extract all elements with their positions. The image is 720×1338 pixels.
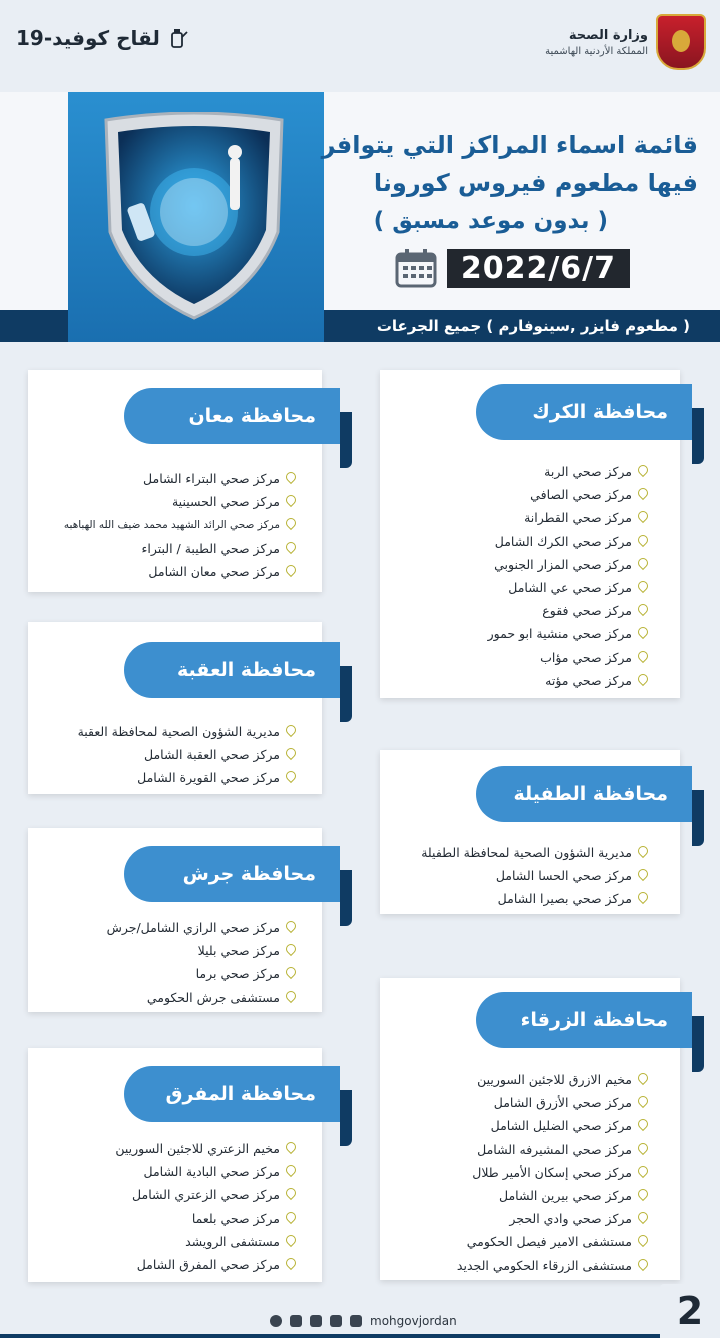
location-pin-icon <box>286 771 296 784</box>
location-pin-icon <box>638 1073 648 1086</box>
list-item: مركز صحي برما <box>107 962 296 985</box>
governorate-title-maan: محافظة معان <box>124 388 340 444</box>
location-pin-icon <box>638 627 648 640</box>
list-item: مستشفى الرويشد <box>115 1230 296 1253</box>
list-item: مستشفى الزرقاء الحكومي الجديد <box>457 1254 648 1277</box>
location-pin-icon <box>638 488 648 501</box>
center-list-zarqa <box>457 1068 648 1277</box>
governorate-title-karak: محافظة الكرك <box>476 384 692 440</box>
location-pin-icon <box>286 944 296 957</box>
list-item: مركز صحي مؤاب <box>488 646 648 669</box>
list-item: مركز صحي البتراء الشامل <box>64 467 296 490</box>
location-pin-icon <box>638 535 648 548</box>
list-item: مركز صحي الربة <box>488 460 648 483</box>
location-pin-icon <box>286 565 296 578</box>
location-pin-icon <box>286 495 296 508</box>
facebook-icon[interactable] <box>290 1315 302 1327</box>
instagram-icon[interactable] <box>330 1315 342 1327</box>
list-item: مركز صحي إسكان الأمير طلال <box>457 1161 648 1184</box>
list-item: مستشفى جرش الحكومي <box>107 986 296 1009</box>
governorate-title-mafraq: محافظة المفرق <box>124 1066 340 1122</box>
location-pin-icon <box>638 892 648 905</box>
list-item: مركز صحي بلعما <box>115 1207 296 1230</box>
list-item: مركز صحي المزار الجنوبي <box>488 553 648 576</box>
list-item: مركز صحي بليلا <box>107 939 296 962</box>
social-handle[interactable]: mohgovjordan <box>370 1314 457 1328</box>
list-item: مركز صحي الرائد الشهيد محمد ضيف الله الهباهبه <box>64 513 296 536</box>
location-pin-icon <box>286 991 296 1004</box>
list-item: مركز صحي العقبة الشامل <box>78 743 296 766</box>
list-item: مركز صحي منشية ابو حمور <box>488 622 648 645</box>
location-pin-icon <box>286 921 296 934</box>
location-pin-icon <box>638 1119 648 1132</box>
list-item: مركز صحي الرازي الشامل/جرش <box>107 916 296 939</box>
list-item: مركز صحي المشيرفه الشامل <box>457 1138 648 1161</box>
list-item: مخيم الزعتري للاجئين السوريين <box>115 1137 296 1160</box>
vaccine-types: ( مطعوم فايزر ,سينوفارم ) جميع الجرعات <box>376 317 690 335</box>
location-pin-icon <box>638 1096 648 1109</box>
list-item: مركز صحي الحسينية <box>64 490 296 513</box>
page-number: 2 <box>660 1284 720 1338</box>
ministry-subtitle: المملكة الأردنية الهاشمية <box>545 45 648 57</box>
center-list-maan <box>64 467 296 583</box>
governorate-title-zarqa: محافظة الزرقاء <box>476 992 692 1048</box>
list-item: مخيم الازرق للاجئين السوريين <box>457 1068 648 1091</box>
location-pin-icon <box>638 581 648 594</box>
twitter-icon[interactable] <box>310 1315 322 1327</box>
list-item: مركز صحي مؤته <box>488 669 648 692</box>
center-list-jerash <box>107 916 296 1009</box>
list-item: مركز صحي القطرانة <box>488 506 648 529</box>
location-pin-icon <box>286 967 296 980</box>
location-pin-icon <box>286 472 296 485</box>
shield-globe-illustration <box>96 112 292 322</box>
list-item: مركز صحي عي الشامل <box>488 576 648 599</box>
hero-title-line2: فيها مطعوم فيروس كورونا <box>373 169 698 197</box>
date-badge: 2022/6/7 <box>447 249 630 288</box>
hero-title-line1: قائمة اسماء المراكز التي يتوافر <box>321 131 698 159</box>
list-item: مركز صحي القويرة الشامل <box>78 766 296 789</box>
campaign-label <box>16 26 188 50</box>
list-item: مركز صحي بيرين الشامل <box>457 1184 648 1207</box>
location-pin-icon <box>286 1235 296 1248</box>
list-item: مركز صحي الكرك الشامل <box>488 530 648 553</box>
location-pin-icon <box>638 558 648 571</box>
list-item: مديرية الشؤون الصحية لمحافظة العقبة <box>78 720 296 743</box>
hero-title-line3: ( بدون موعد مسبق ) <box>373 208 608 234</box>
list-item: مركز صحي الزعتري الشامل <box>115 1183 296 1206</box>
location-pin-icon <box>638 1189 648 1202</box>
list-item: مركز صحي فقوع <box>488 599 648 622</box>
jordan-crest-logo <box>656 14 706 70</box>
location-pin-icon <box>638 674 648 687</box>
list-item: مركز صحي الصافي <box>488 483 648 506</box>
list-item: مركز صحي البادية الشامل <box>115 1160 296 1183</box>
center-list-mafraq <box>115 1137 296 1276</box>
location-pin-icon <box>286 1188 296 1201</box>
list-item: مركز صحي بصيرا الشامل <box>421 887 648 910</box>
center-list-aqaba <box>78 720 296 790</box>
location-pin-icon <box>638 846 648 859</box>
location-pin-icon <box>286 1212 296 1225</box>
governorate-title-tafileh: محافظة الطفيلة <box>476 766 692 822</box>
list-item: مستشفى الامير فيصل الحكومي <box>457 1230 648 1253</box>
campaign-title: لقاح كوفيد-19 <box>16 26 160 50</box>
location-pin-icon <box>286 1142 296 1155</box>
ministry-header <box>545 14 706 70</box>
location-pin-icon <box>286 1165 296 1178</box>
location-pin-icon <box>286 1258 296 1271</box>
location-pin-icon <box>638 1212 648 1225</box>
list-item: مركز صحي المفرق الشامل <box>115 1253 296 1276</box>
center-list-tafileh <box>421 841 648 911</box>
list-item: مركز صحي الضليل الشامل <box>457 1114 648 1137</box>
center-list-karak <box>488 460 648 692</box>
bottom-bar <box>0 1334 720 1338</box>
hero-title <box>318 126 698 240</box>
list-item: مركز صحي الطيبة / البتراء <box>64 537 296 560</box>
location-pin-icon <box>286 518 296 531</box>
location-pin-icon <box>638 511 648 524</box>
list-item: مديرية الشؤون الصحية لمحافظة الطفيلة <box>421 841 648 864</box>
location-pin-icon <box>638 1259 648 1272</box>
location-pin-icon <box>286 542 296 555</box>
location-pin-icon <box>286 748 296 761</box>
social-footer <box>270 1314 457 1328</box>
ministry-name: وزارة الصحة <box>568 27 648 43</box>
date-row <box>395 248 630 288</box>
location-pin-icon <box>638 869 648 882</box>
location-pin-icon <box>638 651 648 664</box>
location-pin-icon <box>638 1143 648 1156</box>
list-item: مركز صحي الحسا الشامل <box>421 864 648 887</box>
governorate-title-aqaba: محافظة العقبة <box>124 642 340 698</box>
location-pin-icon <box>638 1235 648 1248</box>
governorate-title-jerash: محافظة جرش <box>124 846 340 902</box>
location-pin-icon <box>638 1166 648 1179</box>
location-pin-icon <box>286 725 296 738</box>
calendar-icon <box>395 248 437 288</box>
globe-icon[interactable] <box>270 1315 282 1327</box>
location-pin-icon <box>638 465 648 478</box>
telegram-icon[interactable] <box>350 1315 362 1327</box>
vaccine-vial-icon <box>168 27 188 49</box>
list-item: مركز صحي الأزرق الشامل <box>457 1091 648 1114</box>
list-item: مركز صحي وادي الحجر <box>457 1207 648 1230</box>
list-item: مركز صحي معان الشامل <box>64 560 296 583</box>
location-pin-icon <box>638 604 648 617</box>
